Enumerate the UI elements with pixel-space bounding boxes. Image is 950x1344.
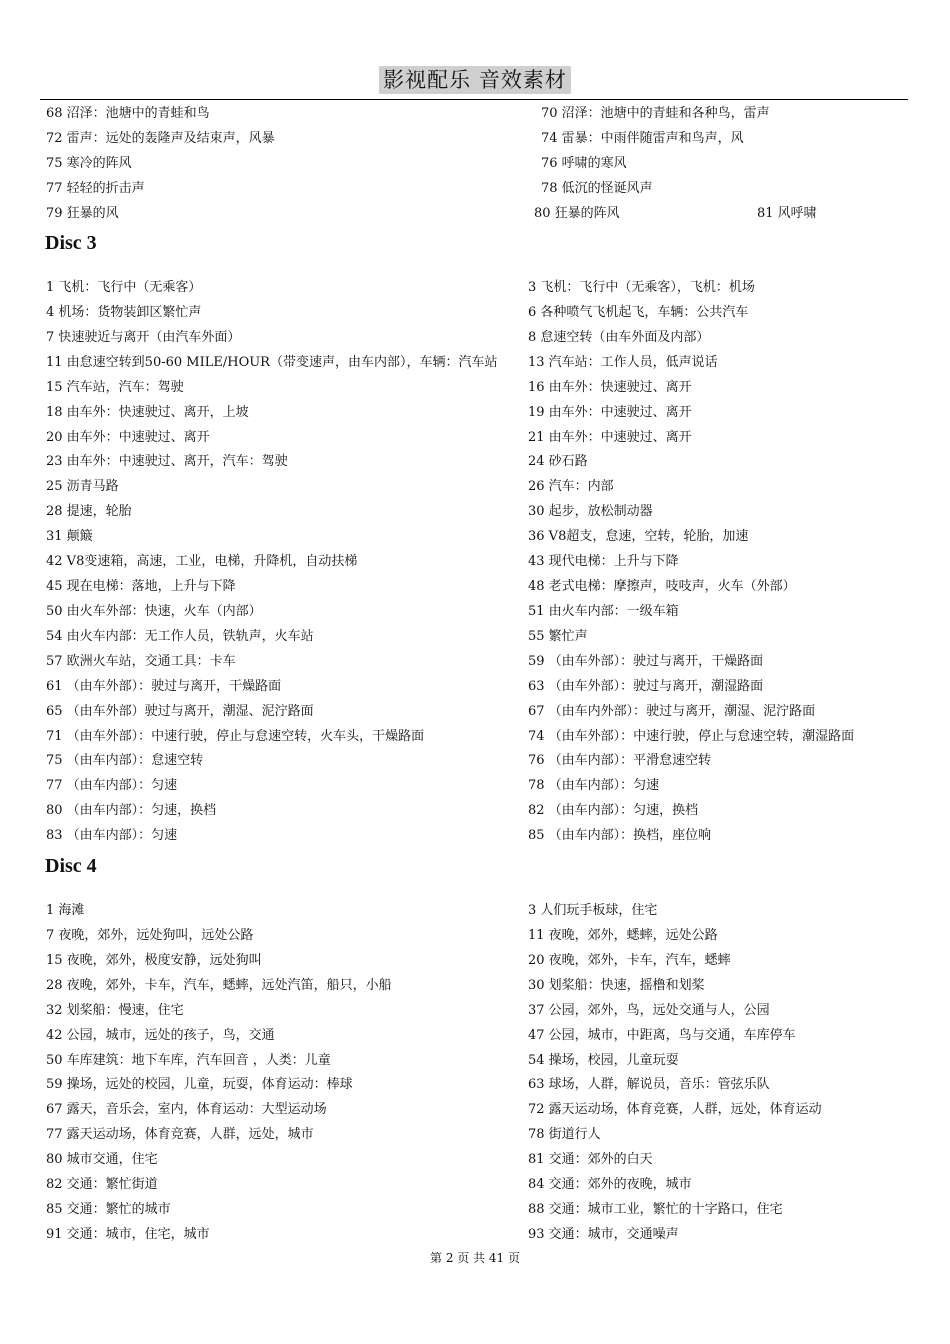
document-title: 影视配乐 音效素材 xyxy=(379,66,571,94)
list-item: 16 由车外：快速驶过、离开 xyxy=(528,379,692,395)
list-item: 75 （由车内部）：怠速空转 xyxy=(46,753,204,769)
list-item: 55 繁忙声 xyxy=(528,628,588,644)
list-item: 32 划桨船：慢速，住宅 xyxy=(46,1002,184,1018)
list-item: 54 由火车内部：无工作人员，铁轨声，火车站 xyxy=(46,628,314,644)
list-item: 80 （由车内部）：匀速，换档 xyxy=(46,803,217,819)
list-item: 4 机场：货物装卸区繁忙声 xyxy=(46,304,202,320)
list-item: 15 汽车站，汽车：驾驶 xyxy=(46,379,184,395)
list-item: 3 飞机：飞行中（无乘客），飞机：机场 xyxy=(528,280,755,295)
list-item: 59 （由车外部）：驶过与离开，干燥路面 xyxy=(528,653,764,669)
list-item: 11 由怠速空转到50-60 MILE/HOUR（带变速声，由车内部），车辆：汽车站 xyxy=(46,354,498,370)
list-item: 7 夜晚，郊外，远处狗叫，远处公路 xyxy=(46,927,254,943)
disc4-heading: Disc 4 xyxy=(45,855,97,877)
list-item: 54 操场，校园，儿童玩耍 xyxy=(528,1052,679,1068)
list-item: 83 （由车内部）：匀速 xyxy=(46,828,178,844)
list-item: 43 现代电梯：上升与下降 xyxy=(528,554,679,570)
list-item: 31 颠簸 xyxy=(46,529,93,545)
list-item: 8 怠速空转（由车外面及内部） xyxy=(528,329,710,345)
list-item: 78 低沉的怪诞风声 xyxy=(541,180,653,196)
list-item: 72 雷声：远处的轰隆声及结束声，风暴 xyxy=(46,130,275,146)
list-item: 77 露天运动场，体育竞赛，人群，远处，城市 xyxy=(46,1127,314,1143)
list-item: 88 交通：城市工业，繁忙的十字路口，住宅 xyxy=(528,1202,783,1218)
list-item: 82 （由车内部）：匀速，换档 xyxy=(528,803,699,819)
list-item: 70 沼泽：池塘中的青蛙和各种鸟，雷声 xyxy=(541,106,770,121)
list-item: 76 呼啸的寒风 xyxy=(541,155,627,171)
list-item: 82 交通：繁忙街道 xyxy=(46,1177,158,1193)
list-item: 20 夜晚，郊外，卡车，汽车，蟋蟀 xyxy=(528,952,731,968)
list-item: 6 各种喷气飞机起飞，车辆：公共汽车 xyxy=(528,304,749,320)
list-item: 67 （由车内外部）：驶过与离开，潮湿、泥泞路面 xyxy=(528,703,816,719)
list-item: 85 交通：繁忙的城市 xyxy=(46,1202,171,1218)
list-item: 85 （由车内部）：换档，座位响 xyxy=(528,828,712,844)
list-item: 30 起步，放松制动器 xyxy=(528,504,653,520)
list-item: 74 雷暴：中雨伴随雷声和鸟声，风 xyxy=(541,130,744,146)
list-item: 3 人们玩手板球，住宅 xyxy=(528,903,658,918)
list-item: 75 寒冷的阵风 xyxy=(46,155,132,171)
disc3-heading: Disc 3 xyxy=(45,232,97,254)
list-item: 7 快速驶近与离开（由汽车外面） xyxy=(46,329,241,345)
list-item: 11 夜晚，郊外，蟋蟀，远处公路 xyxy=(528,927,718,943)
list-item: 28 夜晚，郊外，卡车，汽车，蟋蟀，远处汽笛，船只，小船 xyxy=(46,977,392,993)
header-rule xyxy=(40,99,908,100)
list-item: 91 交通：城市，住宅，城市 xyxy=(46,1226,210,1242)
list-item: 37 公园，郊外，鸟，远处交通与人，公园 xyxy=(528,1002,770,1018)
list-item: 42 公园，城市，远处的孩子，鸟，交通 xyxy=(46,1027,275,1043)
list-item: 48 老式电梯：摩擦声，吱吱声，火车（外部） xyxy=(528,579,796,595)
list-item: 15 夜晚，郊外，极度安静，远处狗叫 xyxy=(46,952,262,968)
list-item: 81 风呼啸 xyxy=(757,205,817,221)
list-item: 42 V8变速箱，高速，工业，电梯，升降机，自动扶梯 xyxy=(46,554,358,570)
list-item: 57 欧洲火车站，交通工具：卡车 xyxy=(46,653,236,669)
list-item: 71 （由车外部）：中速行驶，停止与怠速空转，火车头，干燥路面 xyxy=(46,728,425,744)
list-item: 79 狂暴的风 xyxy=(46,205,119,221)
list-item: 78 街道行人 xyxy=(528,1127,601,1143)
list-item: 28 提速，轮胎 xyxy=(46,504,132,520)
list-item: 63 （由车外部）：驶过与离开，潮湿路面 xyxy=(528,678,764,694)
list-item: 45 现在电梯：落地，上升与下降 xyxy=(46,579,236,595)
list-item: 47 公园，城市，中距离，鸟与交通，车库停车 xyxy=(528,1027,796,1043)
list-item: 21 由车外：中速驶过、离开 xyxy=(528,429,692,445)
list-item: 74 （由车外部）：中速行驶，停止与怠速空转，潮湿路面 xyxy=(528,728,855,744)
list-item: 19 由车外：中速驶过、离开 xyxy=(528,404,692,420)
list-item: 93 交通：城市，交通噪声 xyxy=(528,1226,679,1242)
list-item: 50 车库建筑：地下车库，汽车回音 ，人类：儿童 xyxy=(46,1052,331,1068)
list-item: 36 V8超支，怠速，空转，轮胎，加速 xyxy=(528,529,749,545)
list-item: 84 交通：郊外的夜晚，城市 xyxy=(528,1177,692,1193)
list-item: 72 露天运动场，体育竞赛，人群，远处，体育运动 xyxy=(528,1102,822,1118)
page-header xyxy=(0,66,950,94)
list-item: 26 汽车：内部 xyxy=(528,479,614,495)
list-item: 20 由车外：中速驶过、离开 xyxy=(46,429,210,445)
list-item: 18 由车外：快速驶过、离开，上坡 xyxy=(46,404,249,420)
list-item: 13 汽车站：工作人员，低声说话 xyxy=(528,354,718,370)
list-item: 50 由火车外部：快速，火车（内部） xyxy=(46,603,262,619)
list-item: 80 城市交通，住宅 xyxy=(46,1152,158,1168)
list-item: 63 球场，人群，解说员，音乐：管弦乐队 xyxy=(528,1077,770,1093)
list-item: 59 操场，远处的校园，儿童，玩耍，体育运动：棒球 xyxy=(46,1077,353,1093)
list-item: 68 沼泽：池塘中的青蛙和鸟 xyxy=(46,106,210,121)
list-item: 30 划桨船：快速，摇橹和划桨 xyxy=(528,977,705,993)
list-item: 23 由车外：中速驶过、离开，汽车：驾驶 xyxy=(46,454,288,470)
list-item: 78 （由车内部）：匀速 xyxy=(528,778,660,794)
list-item: 81 交通：郊外的白天 xyxy=(528,1152,653,1168)
list-item: 25 沥青马路 xyxy=(46,479,119,495)
list-item: 1 飞机：飞行中（无乘客） xyxy=(46,280,202,295)
list-item: 1 海滩 xyxy=(46,903,85,918)
list-item: 80 狂暴的阵风 xyxy=(534,205,620,221)
list-item: 76 （由车内部）：平滑怠速空转 xyxy=(528,753,712,769)
list-item: 51 由火车内部：一级车箱 xyxy=(528,603,679,619)
list-item: 24 砂石路 xyxy=(528,454,588,470)
list-item: 61 （由车外部）：驶过与离开，干燥路面 xyxy=(46,678,282,694)
list-item: 67 露天，音乐会，室内，体育运动：大型运动场 xyxy=(46,1102,327,1118)
list-item: 77 轻轻的折击声 xyxy=(46,180,145,196)
list-item: 77 （由车内部）：匀速 xyxy=(46,778,178,794)
list-item: 65 （由车外部）驶过与离开，潮湿、泥泞路面 xyxy=(46,703,314,719)
page-footer: 第 2 页 共 41 页 xyxy=(430,1251,520,1265)
